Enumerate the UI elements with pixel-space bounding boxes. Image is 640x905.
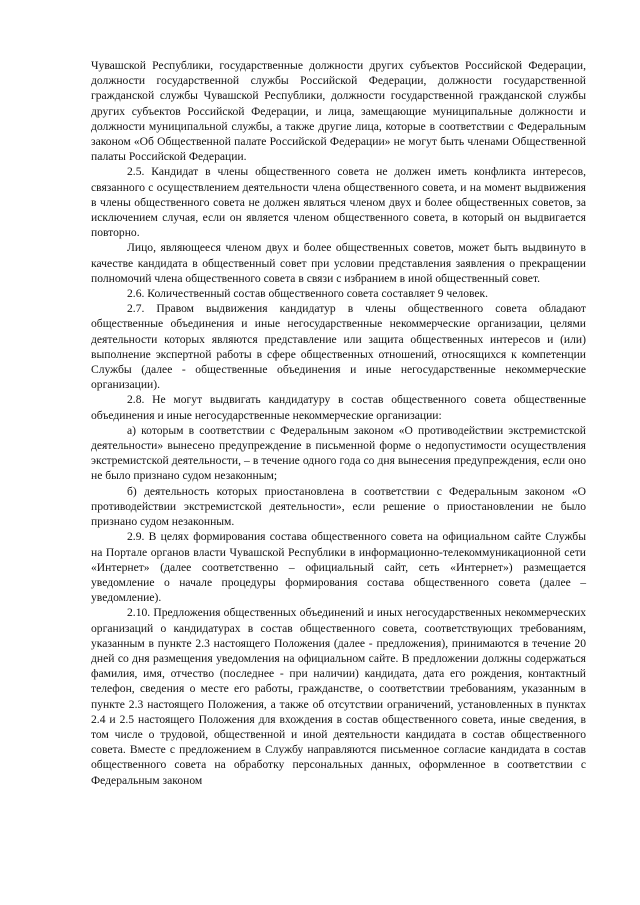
paragraph-2-6: 2.6. Количественный состав общественного совета составляет 9 человек. [127,287,489,301]
paragraph-2-10: 2.10. Предложения общественных объединений и иных негосударственных некоммерческих организаций о кандидатурах в состав общественного совета, соответствующих требованиям, указанным в пункте 2.3 настоящего Положения (далее - предложения), принимаются в течение 20 дней со дня размещения уведомления на официальном сайте. В предложении должны содержаться фамилия, имя, отчество (последнее - при наличии) кандидата, дата его рождения, контактный телефон, сведения о месте его работы, гражданстве, о соответствии требованиям, указанным в пункте 2.3 настоящего Положения, а также об отсутствии ограничений, установленных в пунктах 2.4 и 2.5 настоящего Положения для вхождения в состав общественного совета, иные сведения, в том числе о трудовой, общественной и иной деятельности кандидата в состав общественного совета. Вместе с предложением в Службу направляются письменное согласие кандидата в состав общественного совета на обработку персональных данных, оформленное в соответствии с Федеральным законом [91,606,586,787]
paragraph-2-8-b: б) деятельность которых приостановлена в соответствии с Федеральным законом «О противодействии экстремистской деятельности», если решение о приостановлении не было признано судом незаконным. [91,484,586,529]
paragraph-2-4-continuation: Чувашской Республики, государственные должности других субъектов Российской Федерации, должности государственной службы Российской Федерации, должности государственной гражданской службы Чувашской Республики, должности государственной гражданской службы других субъектов Российской Федерации, и лица, замещающие муниципальные должности и должности муниципальной службы, а также другие лица, которые в соответствии с Федеральным законом «Об Общественной палате Российской Федерации» не могут быть членами Общественной палаты Российской Федерации. [91,59,586,164]
paragraph-2-8: 2.8. Не могут выдвигать кандидатуру в состав общественного совета общественные объединения и иные негосударственные некоммерческие организации: [91,393,586,422]
paragraph-2-5-person: Лицо, являющееся членом двух и более общественных советов, может быть выдвинуто в качестве кандидата в общественный совет при условии представления заявления о прекращении полномочий члена общественного совета в связи с избранием в иной общественный совет. [91,241,586,285]
document-page [91,58,586,788]
paragraph-2-5: 2.5. Кандидат в члены общественного совета не должен иметь конфликта интересов, связанного с осуществлением деятельности члена общественного совета, и на момент выдвижения в члены общественного совета не должен являться членом двух и более общественных советов, за исключением случая, если он является членом общественного совета, в который он выдвигается повторно. [91,165,586,240]
paragraph-2-9: 2.9. В целях формирования состава общественного совета на официальном сайте Службы на Портале органов власти Чувашской Республики в информационно-телекоммуникационной сети «Интернет» (далее соответственно – официальный сайт, сеть «Интернет») размещается уведомление о начале процедуры формирования состава общественного совета (далее – уведомление). [91,530,586,605]
paragraph-2-8-a: а) которым в соответствии с Федеральным законом «О противодействии экстремистской деятельности» вынесено предупреждение в письменной форме о недопустимости осуществления экстремистской деятельности, – в течение одного года со дня вынесения предупреждения, если оно не было признано судом незаконным; [91,423,586,483]
paragraph-2-7: 2.7. Правом выдвижения кандидатур в члены общественного совета обладают общественные объединения и иные негосударственные некоммерческие организации, целями деятельности которых являются представление или защита общественных интересов и (или) выполнение экспертной работы в сфере общественных отношений, относящихся к компетенции Службы (далее - общественные объединения и иные негосударственные некоммерческие организации). [91,302,586,392]
